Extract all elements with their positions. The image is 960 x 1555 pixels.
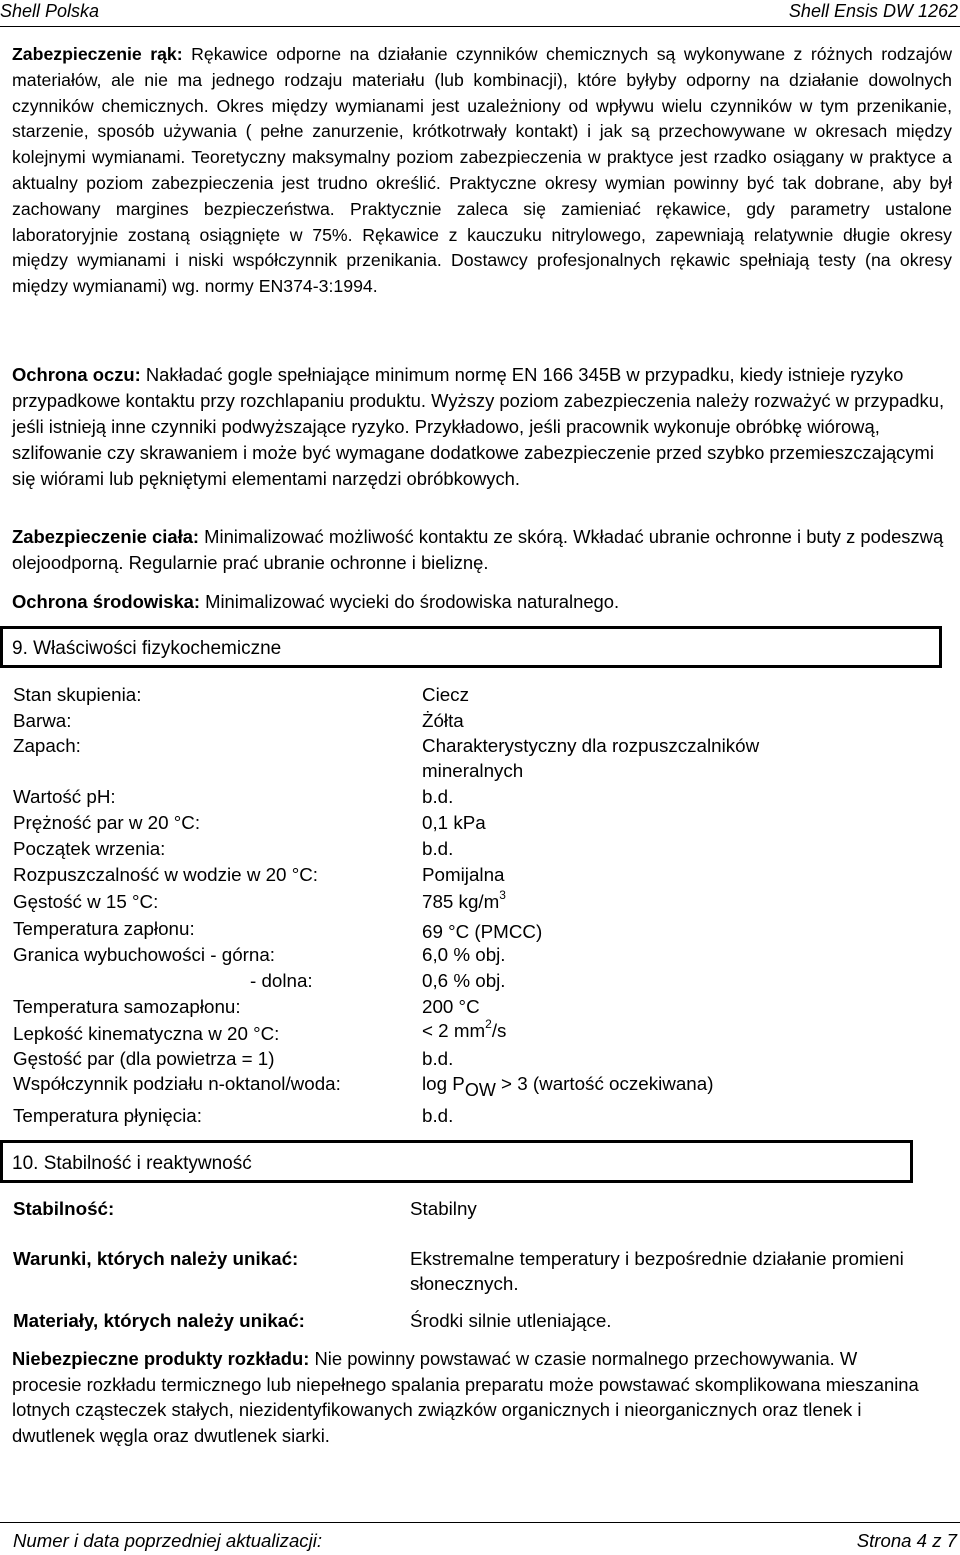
body-protection-label: Zabezpieczenie ciała: <box>12 526 200 547</box>
property-value: b.d. <box>422 1048 454 1069</box>
body-protection-text: Minimalizować możliwość kontaktu ze skórą. Wkładać ubranie ochronne i buty z podeszwą olejoodporną. Regularnie prać ubranie ochronne i bieliznę. <box>12 526 944 573</box>
property-row <box>13 836 953 862</box>
environment-protection-paragraph <box>12 589 952 615</box>
stability-value: Środki silnie utleniające. <box>410 1310 612 1331</box>
property-row <box>13 1017 953 1047</box>
property-label: Granica wybuchowości - górna: <box>13 944 276 965</box>
property-label: Gęstość w 15 °C: <box>13 891 159 912</box>
property-row <box>13 708 953 734</box>
section-10-heading-box <box>0 1140 913 1183</box>
property-label: Prężność par w 20 °C: <box>13 812 201 833</box>
footer-divider <box>0 1522 960 1523</box>
property-value <box>422 1071 713 1098</box>
property-value: mineralnych <box>422 760 524 781</box>
property-label: Rozpuszczalność w wodzie w 20 °C: <box>13 864 319 885</box>
property-label: Lepkość kinematyczna w 20 °C: <box>13 1023 280 1044</box>
property-label: Temperatura płynięcia: <box>13 1105 202 1126</box>
property-value: Żółta <box>422 710 464 731</box>
property-row <box>13 733 953 759</box>
property-value: Pomijalna <box>422 864 505 885</box>
property-value: 69 °C (PMCC) <box>422 921 543 942</box>
property-label: Zapach: <box>13 735 81 756</box>
density-exponent: 3 <box>499 888 506 902</box>
hand-protection-label: Zabezpieczenie rąk: <box>12 44 183 64</box>
property-row <box>13 916 953 942</box>
property-value <box>422 1018 506 1047</box>
hand-protection-text: Rękawice odporne na działanie czynników chemicznych są wykonywane z różnych rodzajów materiałów, ale nie ma jednego rodzaju materiału (lub kombinacji), które byłyby odporny na działanie dowolnych czynników chemicznych. Okres między wymianami jest uzależniony od wpływu wielu czynników w tym przenikanie, starzenie, sposób używania ( pełne zanurzenie, krótkotrwały kontakt) i jak są przechowywane w okresach między kolejnymi wymianami. Teoretyczny maksymalny poziom zabezpieczenia w praktyce jest rzadko osiągany w praktyce a aktualny poziom zabezpieczenia jest trudno określić. Praktyczne okresy wymian powinny być tak dobrane, aby był zachowany margines bezpieczeństwa. Praktycznie zaleca się zamieniać rękawice, gdy parametry ustalone laboratoryjnie zostaną osiągnięte w 75%. Rękawice z kauczuku nitrylowego, zapewniają relatywnie długie okresy między wymianami i niski współczynnik przenikania. Dostawcy profesjonalnych rękawic spełniają testy (na okresy między wymianami) wg. normy EN374-3:1994. <box>12 44 952 297</box>
footer-page-number: Strona 4 z 7 <box>856 1530 957 1551</box>
section-9-heading-box <box>0 626 942 668</box>
property-row <box>13 1071 953 1100</box>
partition-subscript: OW <box>464 1080 496 1100</box>
eye-protection-label: Ochrona oczu: <box>12 364 141 385</box>
property-row <box>13 968 953 994</box>
environment-protection-label: Ochrona środowiska: <box>12 591 201 612</box>
header-product: Shell Ensis DW 1262 <box>788 1 958 21</box>
viscosity-value: < 2 mm <box>422 1020 486 1041</box>
property-label: Stan skupienia: <box>13 684 142 705</box>
property-label: Gęstość par (dla powietrza = 1) <box>13 1048 275 1069</box>
property-row <box>13 784 953 810</box>
property-value: 0,6 % obj. <box>422 970 506 991</box>
property-value: b.d. <box>422 838 454 859</box>
density-value: 785 kg/m <box>422 891 500 912</box>
property-value: Charakterystyczny dla rozpuszczalników <box>422 735 760 756</box>
property-row <box>13 682 953 708</box>
viscosity-exponent: 2 <box>485 1017 492 1031</box>
decomposition-label: Niebezpieczne produkty rozkładu: <box>12 1348 310 1369</box>
property-value: 0,1 kPa <box>422 812 486 833</box>
stability-label: Warunki, których należy unikać: <box>13 1248 299 1269</box>
decomposition-text: Nie powinny powstawać w czasie normalnego przechowywania. W procesie rozkładu termicznego lub niepełnego spalania preparatu może powstawać skomplikowana mieszanina lotnych cząsteczek stałych, niezidentyfikowanych związków organicznych i nieorganicznych oraz tlenek i dwutlenek węgla oraz dwutlenek siarki. <box>12 1348 919 1446</box>
property-value <box>422 889 506 918</box>
stability-label: Materiały, których należy unikać: <box>13 1310 305 1331</box>
decomposition-paragraph <box>12 1346 927 1448</box>
property-value: b.d. <box>422 786 454 807</box>
property-value: 200 °C <box>422 996 480 1017</box>
stability-label: Stabilność: <box>13 1198 115 1219</box>
property-label: Temperatura zapłonu: <box>13 918 195 939</box>
hand-protection-paragraph <box>12 42 952 300</box>
eye-protection-text: Nakładać gogle spełniające minimum normę EN 166 345B w przypadku, kiedy istnieje ryzyko przypadkowe kontaktu przy rozchlapaniu produktu. Wyższy poziom zabezpieczenia należy rozważyć w przypadku, jeśli istnieją inne czynniki podwyższające ryzyko. Przykładowo, jeśli pracownik wykonuje obróbkę wiórową, szlifowanie czy skrawaniem i może być wymagane dodatkowe zabezpieczenie przed szybko przemieszczającymi się wiórami lub pękniętymi elementami narzędzi obróbkowych. <box>12 364 945 489</box>
property-label: Temperatura samozapłonu: <box>13 996 241 1017</box>
property-value: 6,0 % obj. <box>422 944 506 965</box>
property-label: Współczynnik podziału n-oktanol/woda: <box>13 1073 341 1094</box>
property-row <box>13 758 953 784</box>
property-label: Początek wrzenia: <box>13 838 166 859</box>
property-label: - dolna: <box>250 970 313 991</box>
property-label: Wartość pH: <box>13 786 116 807</box>
property-row <box>13 810 953 836</box>
property-row <box>13 889 953 915</box>
body-protection-paragraph <box>12 524 952 576</box>
environment-protection-text: Minimalizować wycieki do środowiska naturalnego. <box>200 591 620 612</box>
property-row <box>13 1103 953 1129</box>
property-row <box>13 1046 953 1072</box>
header-divider <box>0 26 960 27</box>
property-row <box>13 942 953 968</box>
section-10-title: 10. Stabilność i reaktywność <box>12 1153 252 1174</box>
eye-protection-paragraph <box>12 362 952 492</box>
stability-value: Ekstremalne temperatury i bezpośrednie działanie promieni słonecznych. <box>410 1248 904 1294</box>
property-row <box>13 862 953 888</box>
viscosity-unit: /s <box>491 1020 507 1041</box>
stability-value: Stabilny <box>410 1198 477 1219</box>
property-value: b.d. <box>422 1105 454 1126</box>
header-company: Shell Polska <box>0 1 100 21</box>
footer-revision: Numer i data poprzedniej aktualizacji: <box>13 1530 323 1551</box>
property-row <box>13 994 953 1020</box>
section-9-title: 9. Właściwości fizykochemiczne <box>12 638 282 659</box>
property-value: Ciecz <box>422 684 469 705</box>
property-label: Barwa: <box>13 710 72 731</box>
partition-value: log P <box>422 1073 465 1094</box>
partition-note: > 3 (wartość oczekiwana) <box>495 1073 714 1094</box>
